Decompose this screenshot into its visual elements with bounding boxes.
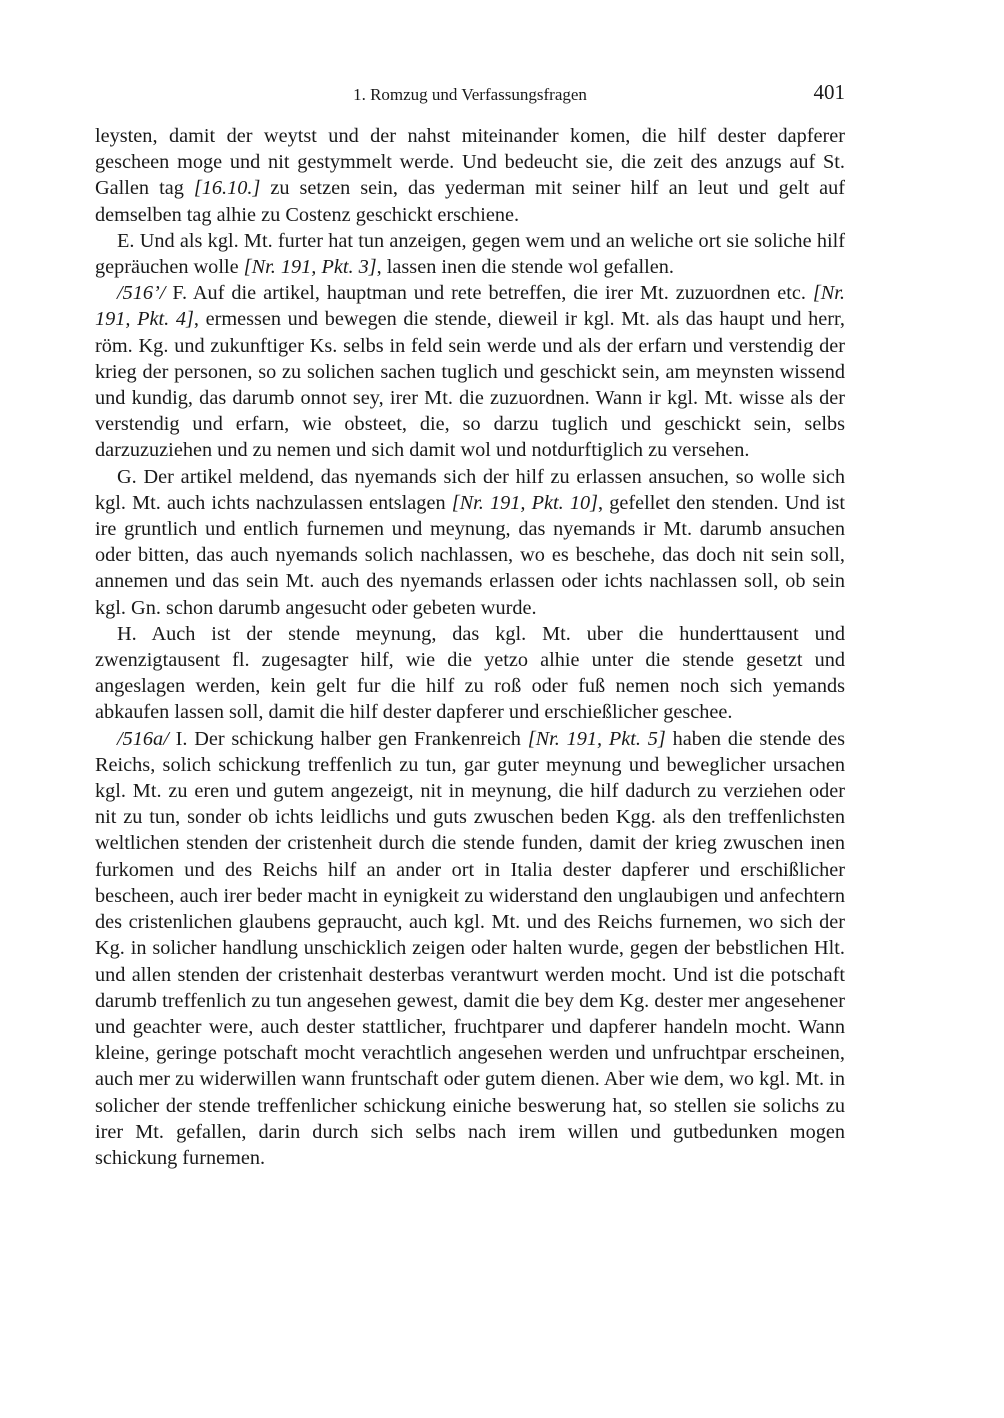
page-number: 401: [813, 80, 845, 104]
editorial-reference: [16.10.]: [193, 177, 261, 200]
paragraph-text: leysten, damit der weytst und der nahst miteinander komen, die hilf dester dapferer gescheen moge und nit gestymmelt werde. Und bedeucht sie, die zeit des anzugs auf St. Gallen tag: [95, 125, 845, 200]
paragraph: [95, 280, 845, 463]
editorial-reference: /516’/: [117, 282, 166, 305]
paragraph-text: F. Auf die artikel, hauptman und rete betreffen, die irer Mt. zuzuordnen etc.: [165, 282, 813, 305]
running-title: 1. Romzug und Verfassungsfragen: [353, 85, 587, 104]
paragraph-text: , ermessen und bewegen die stende, dieweil ir kgl. Mt. als das haupt und herr, röm. Kg. und zukunftiger Ks. selbs in feld sein werde und als der erfarn und verstendig der krieg der personen, so zu solichen sachen tuglich und geschickt sein, am meynsten wissend und kundig, das darumb onnot sey, irer Mt. die zuzuordnen. Wann ir kgl. Mt. wisse als der verstendig und erfarn, wie obsteet, die, so darzu tuglich und geschickt sein, selbs darzuzuziehen und zu nemen und sich damit wol und notdurftiglich zu versehen.: [95, 308, 846, 462]
paragraph: [95, 123, 845, 228]
editorial-reference: [Nr. 191, Pkt. 10]: [451, 491, 599, 514]
paragraph-text: haben die stende des Reichs, solich schickung treffenlich zu tun, gar guter meynung und beweglicher ursachen kgl. Mt. zu eren und gutem angezeigt, nit in meynung, die hilf dadurch zu verziehen oder nit zu tun, sonder ob ichts leidlichs und guts zwuschen beden Kgg. als den treffenlichsten weltlichen stenden der cristenheit durch die stende funden, damit der krieg zwuschen inen furkomen und des Reichs hilf an ander ort in Italia dester dapferer und erschißlicher bescheen, auch irer beder macht in eynigkeit zu widerstand den unglaubigen und anfechtern des cristenlichen glaubens gepraucht, auch kgl. Mt. und des Reichs furnemen, wo sich der Kg. in solicher handlung unschicklich zeigen oder halten wurde, gegen der bebstlichen Hlt. und allen stenden der cristenhait desterbas verantwurt werden mocht. Und ist die potschaft darumb treffenlich zu tun angesehen gewest, damit die bey dem Kg. dester mer angesehener und geachter were, auch dester stattlicher, fruchtparer und dapferer handeln mocht. Wann kleine, geringe potschaft mocht verachtlich angesehen werden und unfruchtpar erscheinen, auch mer zu widerwillen wann fruntschaft oder gutem dienen. Aber wie dem, wo kgl. Mt. in solicher der stende treffenlicher schickung einiche beswerung hat, so stellen sie solichs zu irer Mt. gefallen, darin durch sich selbs nach irem willen und gutbedunken mogen schickung furnemen.: [95, 727, 845, 1169]
paragraph: [95, 464, 845, 621]
paragraph: [95, 726, 845, 1171]
paragraph-text: , gefellet den stenden. Und ist ire gruntlich und entlich furnemen und meynung, das nyemands ir Mt. darumb ansuchen oder bitten, das auch nyemands solich nachlassen, wo es beschehe, das doch nit sein soll, annemen und das sein Mt. auch des nyemands erlassen oder ichts nachlassen soll, ob sein kgl. Gn. schon darumb angesucht oder gebeten wurde.: [95, 491, 845, 619]
document-page: [95, 80, 845, 1171]
paragraph: [95, 621, 845, 726]
paragraph-text: G. Der artikel meldend, das nyemands sich der hilf zu erlassen ansuchen, so wolle sich kgl. Mt. auch ichts nachzulassen entslagen: [95, 465, 845, 514]
paragraph-text: E. Und als kgl. Mt. furter hat tun anzeigen, gegen wem und an weliche ort sie soliche hilf gepräuchen wolle: [95, 229, 845, 279]
editorial-reference: [Nr. 191, Pkt. 4]: [95, 282, 845, 331]
editorial-reference: [Nr. 191, Pkt. 3]: [243, 256, 377, 279]
editorial-reference: [Nr. 191, Pkt. 5]: [527, 727, 666, 750]
running-header: [95, 80, 845, 110]
paragraph-text: I. Der schickung halber gen Frankenreich: [168, 727, 528, 750]
paragraph-text: H. Auch ist der stende meynung, das kgl. Mt. uber die hunderttausent und zwenzigtausent fl. zugesagter hilf, wie die yetzo alhie unter die stende gesetzt und angeslagen werden, kein gelt fur die hilf zu roß oder fuß nemen noch sich yemands abkaufen lassen soll, damit die hilf dester dapferer und erschießlicher geschee.: [95, 622, 845, 724]
body-text: [95, 123, 845, 1171]
paragraph: [95, 228, 845, 280]
paragraph-text: , lassen inen die stende wol gefallen.: [376, 256, 675, 279]
editorial-reference: /516a/: [117, 727, 169, 750]
paragraph-text: zu setzen sein, das yederman mit seiner hilf an leut und gelt auf demselben tag alhie zu Costenz geschickt erschiene.: [95, 177, 845, 226]
